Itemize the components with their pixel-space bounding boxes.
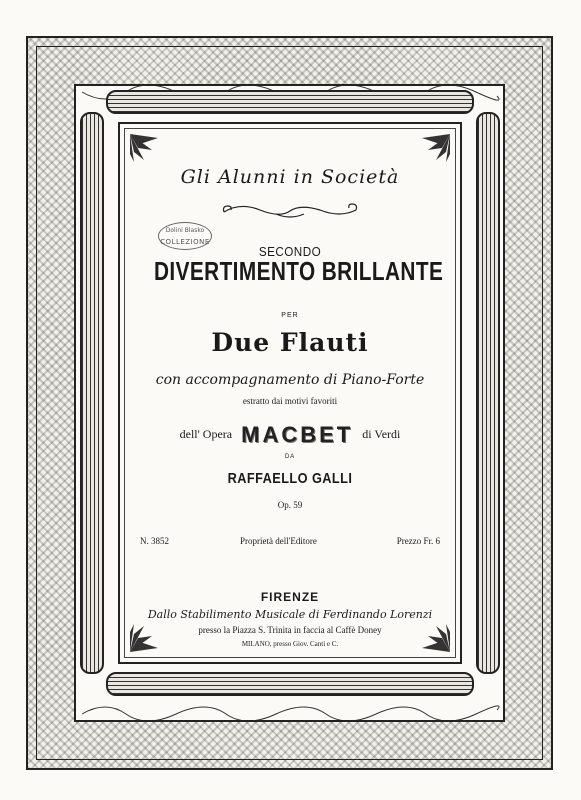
composer-name: RAFFAELLO GALLI	[227, 470, 353, 487]
address-line: presso la Piazza S. Trinita in faccia al Caffè Doney	[198, 625, 382, 635]
price-label: Prezzo Fr. 6	[396, 536, 440, 546]
stamp-line-1: Dolini Blasko	[165, 227, 205, 234]
work-title: DIVERTIMENTO BRILLANTE	[154, 256, 444, 286]
da-label: DA	[284, 454, 296, 460]
right-striped-bar	[476, 112, 500, 674]
accompaniment-line: con accompagnamento di Piano-Forte	[155, 372, 425, 388]
opera-line	[120, 422, 460, 448]
top-striped-bar	[106, 90, 474, 114]
bottom-striped-bar	[106, 672, 474, 696]
opus-number: Op. 59	[277, 500, 303, 510]
agent-line: MILANO, presso Giov. Canti e C.	[241, 640, 339, 648]
plate-number: N. 3852	[140, 536, 169, 546]
society-heading: Gli Alunni in Società	[180, 166, 400, 188]
extract-note: estratto dai motivi favoriti	[242, 396, 338, 406]
publisher-line: Dallo Stabilimento Musicale di Ferdinando Lorenzi	[147, 608, 433, 621]
secondo-label: SECONDO	[258, 244, 322, 259]
opera-suffix: di Verdi	[362, 426, 401, 441]
property-note: Proprietà dell'Editore	[240, 536, 317, 546]
city-heading: FIRENZE	[260, 590, 320, 604]
left-striped-bar	[80, 112, 104, 674]
stamp-line-2: COLLEZIONE	[160, 238, 210, 246]
opera-prefix: dell' Opera	[179, 426, 233, 441]
instrumentation: Due Flauti	[211, 328, 369, 357]
opera-name: MACBET	[241, 422, 354, 447]
scroll-flourish-icon	[220, 200, 360, 222]
per-label: PER	[281, 312, 299, 319]
title-panel	[118, 122, 462, 664]
